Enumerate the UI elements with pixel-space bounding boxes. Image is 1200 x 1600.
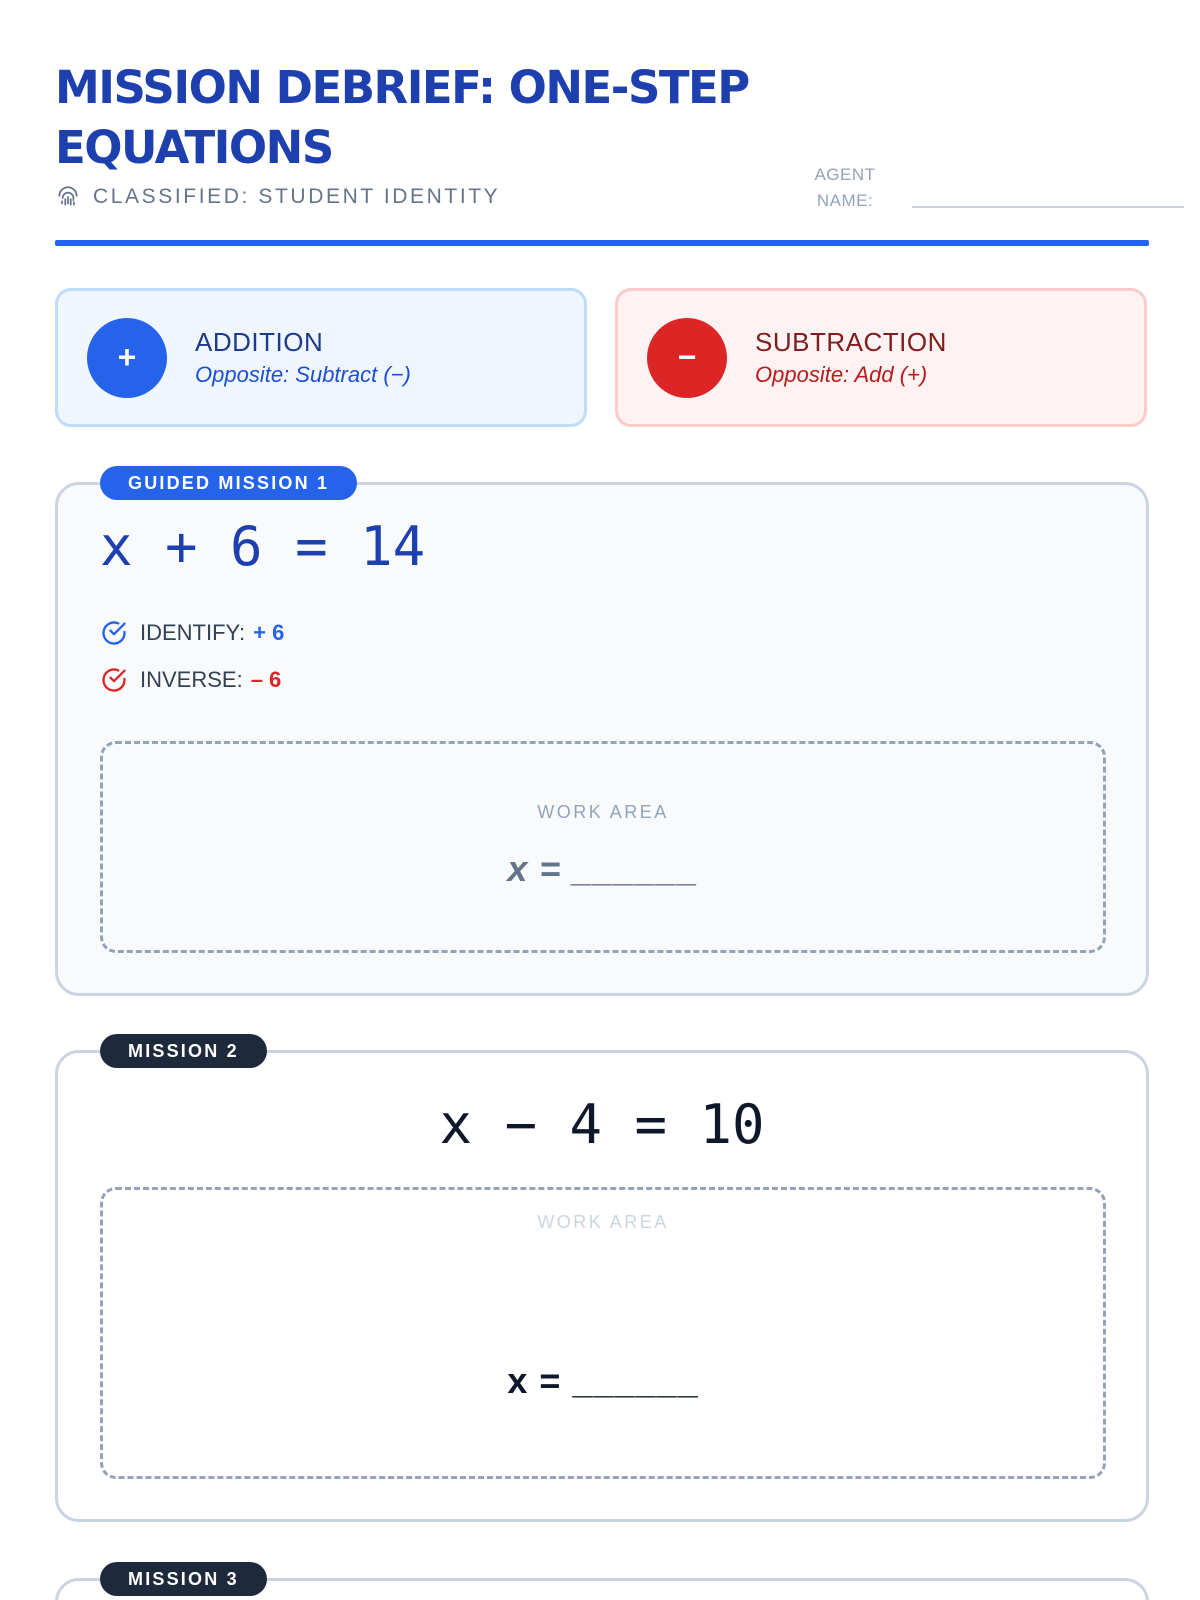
addition-title: ADDITION: [195, 327, 324, 357]
mission-card-2: [55, 1040, 1149, 1522]
agent-name-label: AGENT NAME:: [814, 165, 876, 210]
mission-badge: MISSION 2: [100, 1034, 267, 1068]
equation: x + 6 = 14: [100, 515, 426, 578]
identify-step: [100, 619, 284, 647]
classified-text: CLASSIFIED: STUDENT IDENTITY: [93, 185, 501, 208]
mission-badge: MISSION 3: [100, 1562, 267, 1596]
check-circle-icon: [100, 666, 128, 694]
addition-card: [55, 288, 587, 427]
addition-opposite: Opposite: Subtract (−): [195, 362, 411, 387]
mission-card-1: [55, 472, 1149, 996]
classified-line: [55, 184, 500, 210]
minus-icon: −: [647, 318, 727, 398]
worksheet-header: [55, 58, 1155, 248]
subtraction-card: [615, 288, 1147, 427]
subtraction-opposite: Opposite: Add (+): [755, 362, 928, 387]
agent-name-field[interactable]: [795, 162, 1200, 212]
mission-card-3: [55, 1568, 1149, 1600]
plus-icon: +: [87, 318, 167, 398]
equation: x − 4 = 10: [439, 1093, 765, 1156]
identify-value: + 6: [253, 620, 285, 645]
mission-badge: GUIDED MISSION 1: [100, 466, 357, 500]
work-area-label: WORK AREA: [537, 802, 669, 822]
answer-blank[interactable]: x = ______: [507, 848, 699, 889]
agent-name-line[interactable]: [912, 206, 1184, 208]
inverse-value: – 6: [250, 667, 282, 692]
inverse-step: [100, 666, 281, 694]
inverse-label: INVERSE:: [140, 667, 243, 692]
work-area[interactable]: [100, 1187, 1106, 1479]
check-circle-icon: [100, 619, 128, 647]
subtraction-title: SUBTRACTION: [755, 327, 947, 357]
header-divider: [55, 240, 1149, 246]
answer-blank[interactable]: x = ______: [507, 1360, 699, 1401]
work-area[interactable]: [100, 741, 1106, 953]
work-area-label: WORK AREA: [537, 1212, 669, 1232]
fingerprint-icon: [55, 184, 81, 210]
identify-label: IDENTIFY:: [140, 620, 246, 645]
page-title: MISSION DEBRIEF: ONE-STEP EQUATIONS: [55, 61, 749, 174]
